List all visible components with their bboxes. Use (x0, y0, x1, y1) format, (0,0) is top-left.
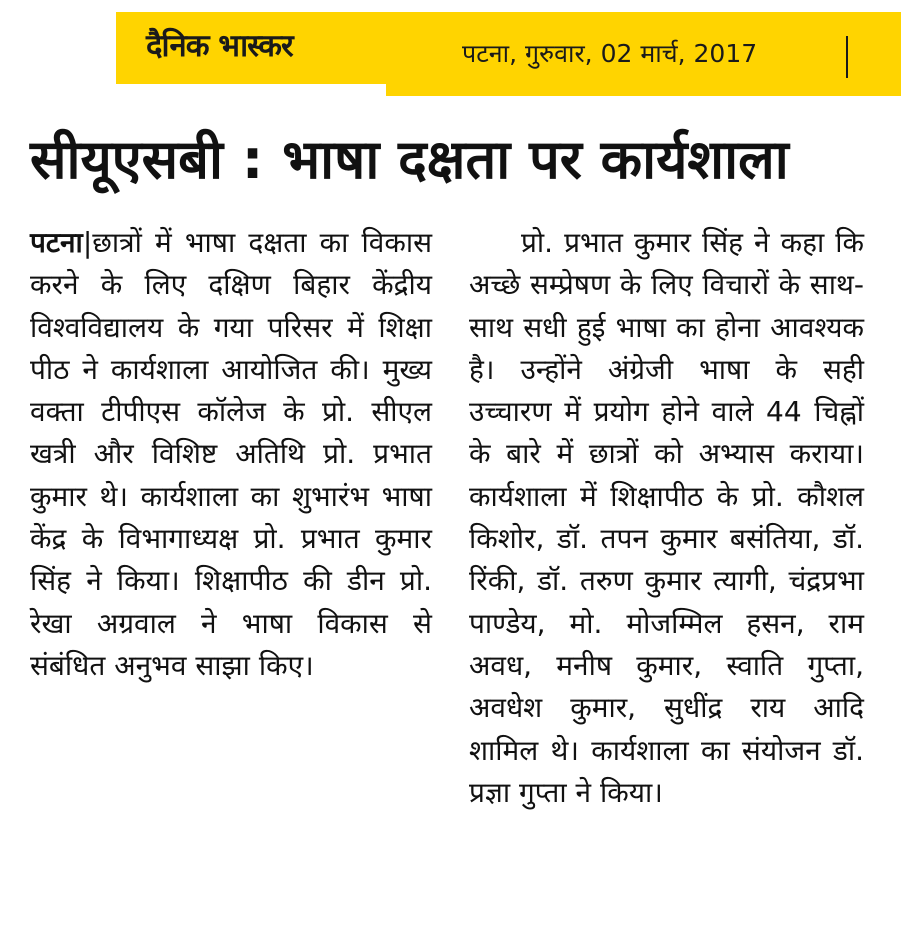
article-column-left (30, 222, 432, 687)
banner-notch (116, 84, 386, 96)
newspaper-logo: दैनिक भास्कर (146, 28, 293, 64)
paragraph-1-text: छात्रों में भाषा दक्षता का विकास करने के लिए दक्षिण बिहार केंद्रीय विश्वविद्यालय के गया परिसर में शिक्षा पीठ ने कार्यशाला आयोजित की। मुख्य वक्ता टीपीएस कॉलेज के प्रो. सीएल खत्री और विशिष्ट अतिथि प्रो. प्रभात कुमार थे। कार्यशाला का शुभारंभ भाषा केंद्र के विभागाध्यक्ष प्रो. प्रभात कुमार सिंह ने किया। शिक्षापीठ की डीन प्रो. रेखा अग्रवाल ने भाषा विकास से संबंधित अनुभव साझा किए। (30, 226, 432, 682)
dateline-separator: | (82, 226, 93, 259)
article-headline: सीयूएसबी : भाषा दक्षता पर कार्यशाला (30, 128, 789, 191)
masthead-dateline: पटना, गुरुवार, 02 मार्च, 2017 (462, 39, 758, 68)
article-column-right (469, 222, 864, 814)
article-paragraph-2: प्रो. प्रभात कुमार सिंह ने कहा कि अच्छे सम्प्रेषण के लिए विचारों के साथ-साथ सधी हुई भाषा का होना आवश्यक है। उन्होंने अंग्रेजी भाषा के सही उच्चारण में प्रयोग होने वाले 44 चिह्नों के बारे में छात्रों को अभ्यास कराया। कार्यशाला में शिक्षापीठ के प्रो. कौशल किशोर, डॉ. तपन कुमार बसंतिया, डॉ. रिंकी, डॉ. तरुण कुमार त्यागी, चंद्रप्रभा पाण्डेय, मो. मोजम्मिल हसन, राम अवध, मनीष कुमार, स्वाति गुप्ता, अवधेश कुमार, सुधींद्र राय आदि शामिल थे। कार्यशाला का संयोजन डॉ. प्रज्ञा गुप्ता ने किया। (469, 226, 864, 809)
article-paragraph-1 (30, 222, 432, 687)
dateline-divider (846, 36, 848, 78)
dateline-city: पटना (30, 226, 83, 259)
column-gutter (446, 222, 447, 922)
